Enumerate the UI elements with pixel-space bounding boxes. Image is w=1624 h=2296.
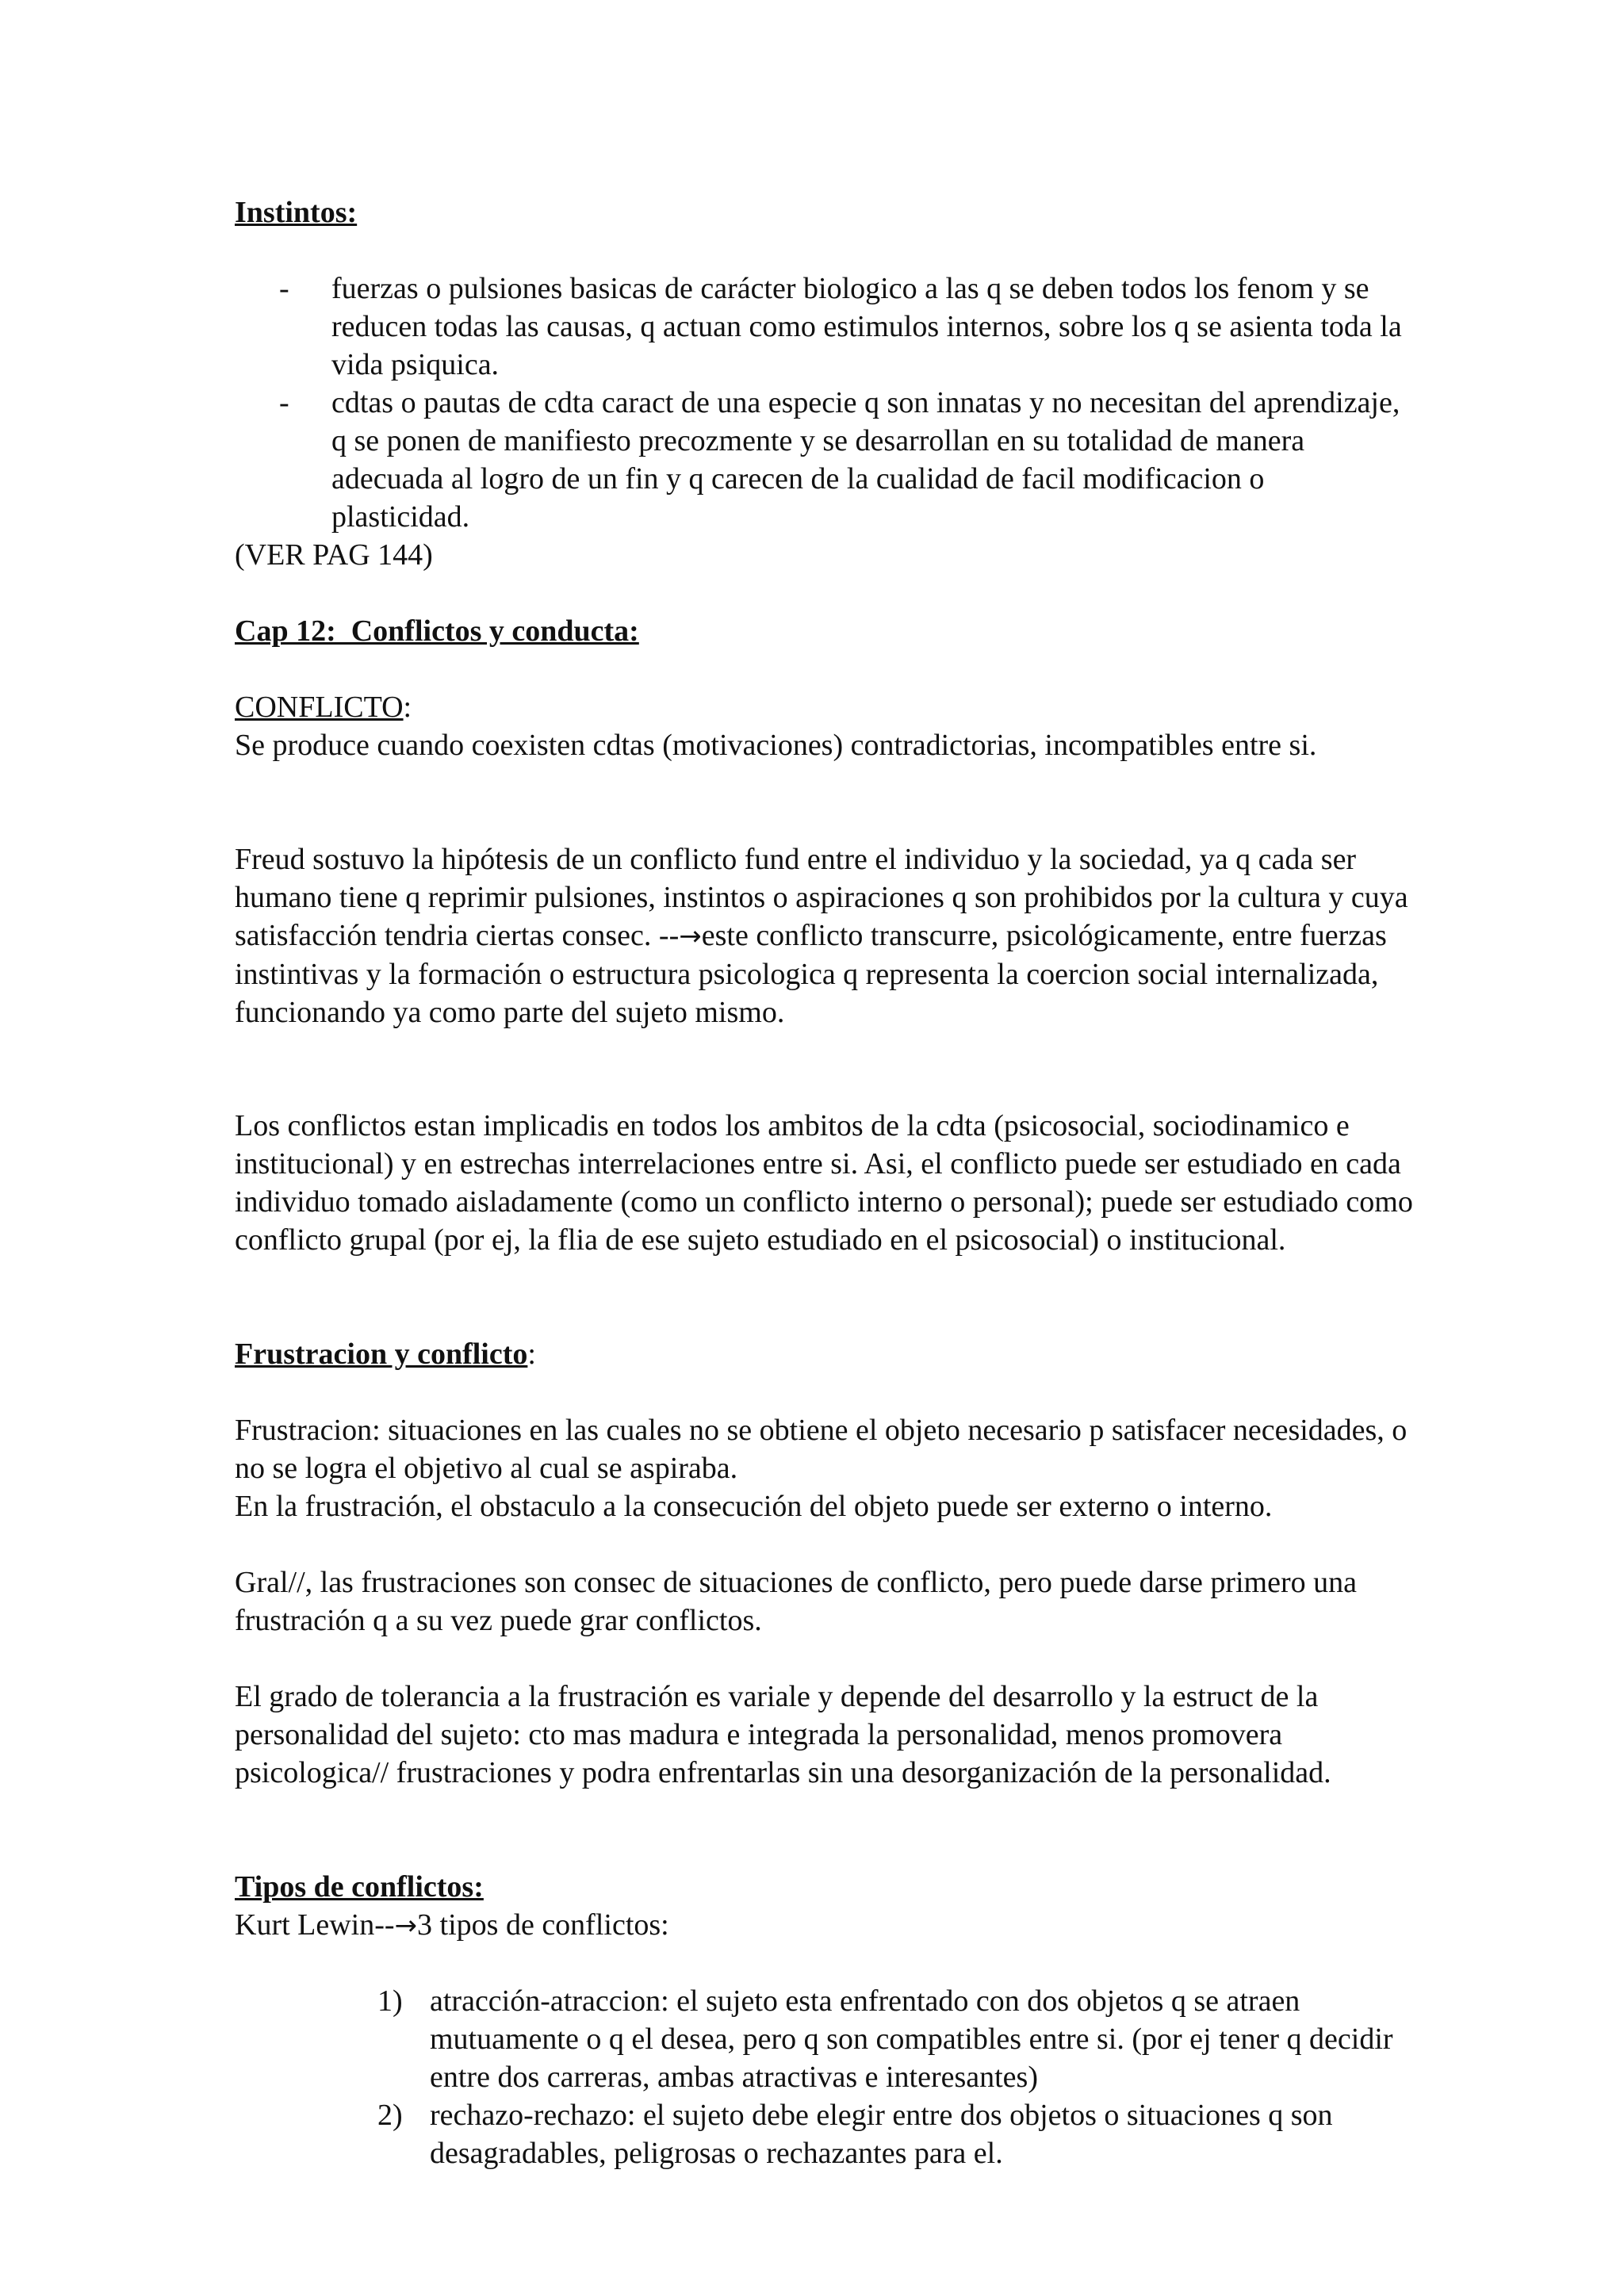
list-item [279,270,1402,384]
list-number: 2) [377,2099,403,2132]
conflicto-heading-colon: : [403,691,412,724]
tipos-intro-part2: 3 tipos de conflictos: [417,1908,669,1942]
frustracion-heading-colon: : [527,1337,536,1371]
frustracion-heading: Frustracion y conflicto [235,1337,528,1371]
gral-paragraph-block [235,1563,1424,1640]
instintos-heading: Instintos: [235,196,358,229]
arrow-right-icon: → [679,920,702,952]
list-item [377,1982,1402,2096]
conflicto-heading: CONFLICTO [235,691,404,724]
list-item [377,2096,1402,2172]
conflicto-heading-block [235,688,1424,726]
conflicto-definition-block [235,726,1424,764]
bullet-marker: - [279,386,289,419]
instintos-bullet-1: fuerzas o pulsiones basicas de carácter biologico a las q se deben todos los fenom y se reducen todas las causas, q actuan como estimulos internos, sobre los q se asienta toda la vida psiquica. [331,272,1402,381]
frustracion-heading-block [235,1335,1424,1373]
frustracion-definition-line1: Frustracion: situaciones en las cuales no se obtiene el objeto necesario p satisfacer necesidades, o no se logra el objetivo al cual se aspiraba. [235,1414,1408,1485]
tipos-intro-block [235,1906,1424,1945]
gral-paragraph: Gral//, las frustraciones son consec de situaciones de conflicto, pero puede darse primero una frustración q a su vez puede grar conflictos. [235,1566,1357,1637]
arrow-right-icon: → [394,1910,418,1942]
ambitos-paragraph: Los conflictos estan implicadis en todos los ambitos de la cdta (psicosocial, sociodinamico e institucional) y en estrechas interrelaciones entre si. Asi, el conflicto puede ser estudiado en cada individuo tomado aisladamente (como un conflicto interno o personal); puede ser estudiado como conflicto grupal (por ej, la flia de ese sujeto estudiado en el psicosocial) o institucional. [235,1109,1413,1257]
cap12-heading: Cap 12: Conflictos y conducta: [235,614,639,648]
cap12-heading-block [235,612,1424,650]
freud-paragraph-block [235,840,1424,1031]
freud-text-part1: Freud sostuvo la hipótesis de un conflicto fund entre el individuo y la sociedad, ya q cada ser humano tiene q reprimir pulsiones, instintos o aspiraciones q son prohibidos por la cultura y cuya satisfacción tendria ciertas consec. -- [235,843,1408,952]
bullet-marker: - [279,272,289,305]
freud-paragraph [235,840,1424,1031]
conflicto-definition: Se produce cuando coexisten cdtas (motivaciones) contradictorias, incompatibles entre si. [235,729,1317,762]
tipos-numbered-list [377,1982,1402,2172]
tipos-heading: Tipos de conflictos: [235,1870,484,1904]
instintos-ref-block [235,536,1424,574]
frustracion-definition-line2: En la frustración, el obstaculo a la consecución del objeto puede ser externo o interno. [235,1490,1273,1523]
freud-text-part2: este conflicto transcurre, psicológicamente, entre fuerzas instintivas y la formación o estructura psicologica q representa la coercion social internalizada, funcionando ya como parte del sujeto mismo. [235,919,1387,1029]
tipos-item-2: rechazo-rechazo: el sujeto debe elegir entre dos objetos o situaciones q son desagradables, peligrosas o rechazantes para el. [430,2099,1333,2170]
frustracion-definition-block [235,1411,1424,1525]
ambitos-paragraph-block [235,1107,1424,1259]
tolerancia-paragraph: El grado de tolerancia a la frustración es variale y depende del desarrollo y la estruct de la personalidad del sujeto: cto mas madura e integrada la personalidad, menos promovera psicologica// frustraciones y podra enfrentarlas sin una desorganización de la personalidad. [235,1680,1331,1789]
list-item [279,384,1402,536]
tipos-intro-part1: Kurt Lewin-- [235,1908,395,1942]
instintos-bullet-list [279,270,1402,536]
tipos-item-1: atracción-atraccion: el sujeto esta enfrentado con dos objetos q se atraen mutuamente o q el desea, pero q son compatibles entre si. (por ej tener q decidir entre dos carreras, ambas atractivas e interesantes) [430,1984,1393,2094]
instintos-heading-block [235,193,1424,232]
tipos-heading-block [235,1868,1424,1906]
instintos-bullet-2: cdtas o pautas de cdta caract de una especie q son innatas y no necesitan del aprendizaje, q se ponen de manifiesto precozmente y se desarrollan en su totalidad de manera adecuada al logro de un fin y q carecen de la cualidad de facil modificacion o plasticidad. [331,386,1400,534]
tolerancia-paragraph-block [235,1678,1424,1792]
list-number: 1) [377,1984,403,2018]
instintos-ref: (VER PAG 144) [235,538,433,572]
